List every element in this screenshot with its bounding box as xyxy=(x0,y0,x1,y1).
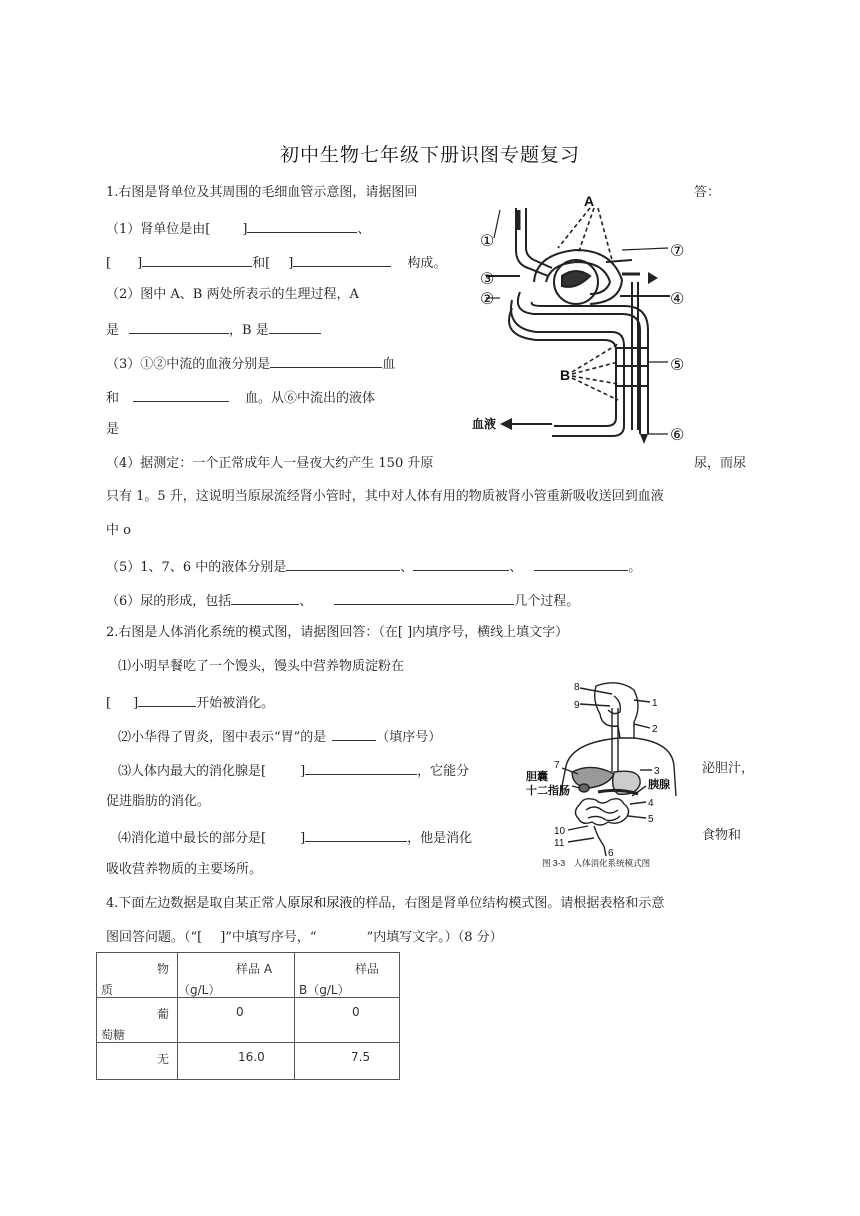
header-cell-sample-a: 样品 A （g/L） xyxy=(178,953,295,998)
blank[interactable] xyxy=(270,355,382,368)
q1-s4-line3: 中 o xyxy=(106,523,131,538)
fig1-label-blood: 血液 xyxy=(472,417,497,431)
blank[interactable] xyxy=(231,592,299,605)
blank[interactable] xyxy=(413,558,509,571)
q1-s4-line2: 只有 1。5 升，这说明当原尿流经肾小管时，其中对人体有用的物质被肾小管重新吸收送回到血液 xyxy=(106,489,664,504)
fig2-label-8: 8 xyxy=(574,682,580,693)
q1-stem: 1.右图是肾单位及其周围的毛细血管示意图，请据图回 xyxy=(106,185,418,200)
header-cell-sample-b: 样品 B（g/L） xyxy=(295,953,400,998)
blank[interactable] xyxy=(305,762,417,775)
nephron-figure xyxy=(472,190,692,452)
fig1-label-1: ① xyxy=(480,231,495,250)
table-row: 葡 萄糖 0 0 xyxy=(97,998,400,1043)
q2-p3-line1: ⑶人体内最大的消化腺是[ ] ，它能分 xyxy=(118,764,470,779)
fig2-label-7: 7 xyxy=(554,760,560,771)
fig2-label-duodenum: 十二指肠 xyxy=(526,785,570,797)
q1-s1-line1: （1）肾单位是由[ ] 、 xyxy=(106,222,371,237)
blank[interactable] xyxy=(293,254,391,267)
blank[interactable] xyxy=(269,321,321,334)
q1-s3-line2: 和 血。从⑥中流出的液体 xyxy=(106,391,376,406)
q1-s2-line2: 是 ，B 是 xyxy=(106,321,321,337)
blank[interactable] xyxy=(286,558,400,571)
fig1-label-7: ⑦ xyxy=(670,241,685,260)
q1-s6: （6）尿的形成，包括 、 几个过程。 xyxy=(106,594,580,609)
fig2-label-gallbladder: 胆囊 xyxy=(526,771,548,783)
sample-table xyxy=(96,952,400,1080)
fig2-label-4: 4 xyxy=(648,798,654,809)
q1-s1-line2: [ ] 和[ ] 构成。 xyxy=(106,256,447,271)
q1-s3-line3: 是 xyxy=(106,422,120,437)
blank[interactable] xyxy=(247,220,357,233)
fig2-label-6: 6 xyxy=(608,848,614,859)
fig1-label-6: ⑥ xyxy=(670,425,685,444)
fig1-label-5: ⑤ xyxy=(670,355,685,374)
q1-s3-line1: （3）①②中流的血液分别是 血 xyxy=(106,357,396,372)
fig2-label-10: 10 xyxy=(554,826,566,837)
blank[interactable] xyxy=(129,321,229,334)
blank[interactable] xyxy=(334,592,514,605)
fig2-label-9: 9 xyxy=(574,700,580,711)
fig1-label-a: A xyxy=(584,193,595,209)
blank[interactable] xyxy=(142,254,252,267)
fig1-label-4: ④ xyxy=(670,289,685,308)
q4-line2: 图回答问题。（“[ ]”中填写序号，“ ”内填写文字。）（8 分） xyxy=(106,930,503,945)
q1-s4-line1: （4）据测定：一个正常成年人一昼夜大约产生 150 升原 xyxy=(106,456,434,471)
blank[interactable] xyxy=(332,728,376,741)
fig2-label-2: 2 xyxy=(652,724,658,735)
blank[interactable] xyxy=(138,694,196,707)
blank[interactable] xyxy=(534,558,628,571)
fig1-label-3: ③ xyxy=(480,269,495,288)
q2-p4-line1: ⑷消化道中最长的部分是[ ] ，他是消化 xyxy=(118,831,473,846)
page-title: 初中生物七年级下册识图专题复习 xyxy=(280,144,581,166)
fig2-label-3: 3 xyxy=(654,766,660,777)
q2-p4-line2: 吸收营养物质的主要场所。 xyxy=(106,862,263,877)
q2-p3-line1-end: 泌胆汁， xyxy=(702,761,755,776)
q1-s4-line1-end: 尿，而尿 xyxy=(694,456,747,471)
q1-stem-end: 答： xyxy=(694,185,721,200)
fig1-label-b: B xyxy=(560,367,571,383)
fig2-caption: 图 3-3 人体消化系统模式图 xyxy=(542,858,651,868)
q2-p1-line2: [ ] 开始被消化。 xyxy=(106,696,275,711)
q4-line1: 4.下面左边数据是取自某正常人原尿和尿液的样品，右图是肾单位结构模式图。请根据表格和示意 xyxy=(106,896,665,911)
q2-p3-line2: 促进脂肪的消化。 xyxy=(106,794,211,809)
q2-p4-line1-end: 食物和 xyxy=(702,828,742,843)
fig1-label-2: ② xyxy=(480,289,495,308)
table-header-row xyxy=(97,953,400,998)
fig2-label-pancreas: 胰腺 xyxy=(648,779,670,791)
q2-p2: ⑵小华得了胃炎，图中表示“胃”的是 （填序号） xyxy=(118,730,442,745)
q1-s5: （5）1、7、6 中的液体分别是 、 、 。 xyxy=(106,560,642,575)
q2-stem: 2.右图是人体消化系统的模式图，请据图回答：（在[ ]内填序号，横线上填文字） xyxy=(106,625,569,640)
table-row: 无 16.0 7.5 xyxy=(97,1043,400,1080)
header-cell-substance: 物 质 xyxy=(97,953,178,998)
fig2-label-11: 11 xyxy=(554,838,565,849)
fig2-label-5: 5 xyxy=(648,814,654,825)
digestive-system-figure xyxy=(522,676,694,868)
fig2-label-1: 1 xyxy=(652,698,658,709)
q1-s2-line1: （2）图中 A、B 两处所表示的生理过程，A xyxy=(106,287,359,302)
blank[interactable] xyxy=(305,829,407,842)
blank[interactable] xyxy=(133,389,229,402)
q2-p1-line1: ⑴小明早餐吃了一个馒头，馒头中营养物质淀粉在 xyxy=(118,659,405,674)
